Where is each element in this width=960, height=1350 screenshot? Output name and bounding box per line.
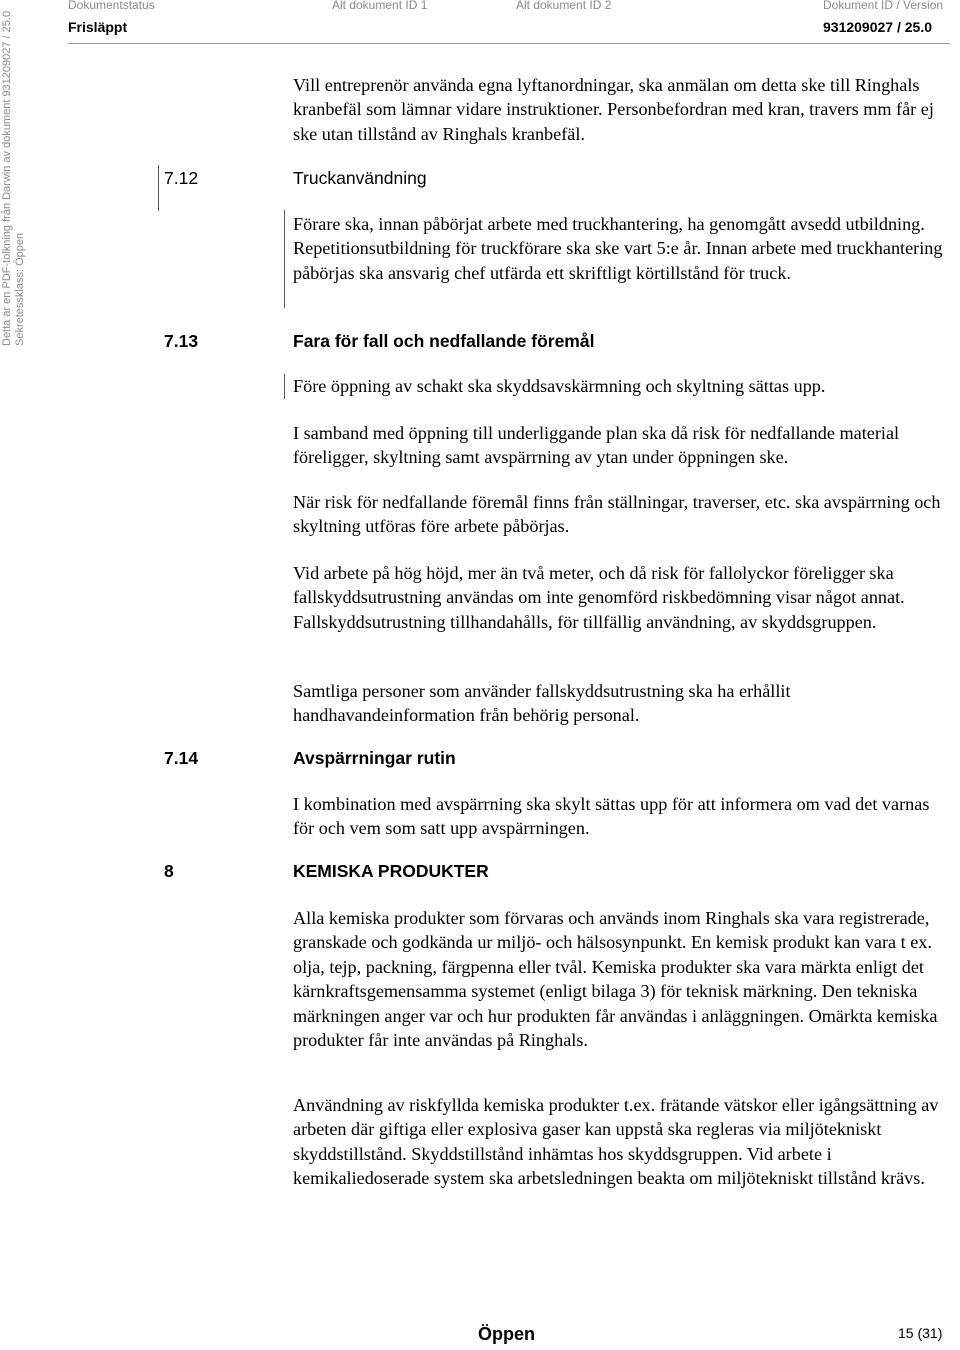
section-title-avsparrningar: Avspärrningar rutin <box>293 748 456 768</box>
section-number-7-14: 7.14 <box>164 748 199 768</box>
sidebar-pdf-note: Detta är en PDF-tolkning från Darwin av dokument 931209027 / 25.0 <box>1 10 13 346</box>
header-divider <box>68 43 950 44</box>
sidebar-classification: Sekretessklass: Öppen <box>14 232 26 346</box>
doc-status-label: Dokumentstatus <box>68 0 155 12</box>
section-title-fara-for-fall: Fara för fall och nedfallande föremål <box>293 331 595 351</box>
s713-paragraph-5: Samtliga personer som använder fallskyddsutrustning ska ha erhållit handhavandeinformation från behörig personal. <box>293 681 791 726</box>
section-title-truckanvandning: Truckanvändning <box>293 168 427 188</box>
change-bar <box>284 210 285 308</box>
s713-paragraph-1: Före öppning av schakt ska skyddsavskärmning och skyltning sättas upp. <box>293 376 826 396</box>
doc-id-value: 931209027 / 25.0 <box>823 19 932 35</box>
s714-paragraph: I kombination med avspärrning ska skylt sättas upp för att informera om vad det varnas för och vem som satt upp avspärrningen. <box>293 794 930 839</box>
page-number: 15 (31) <box>898 1325 943 1341</box>
section-number-7-12: 7.12 <box>164 168 199 188</box>
change-bar <box>158 165 159 211</box>
alt-doc-id1-label: Alt dokument ID 1 <box>332 0 428 12</box>
s712-paragraph: Förare ska, innan påbörjat arbete med truckhantering, ha genomgått avsedd utbildning. Repetitionsutbildning för truckförare ska ske vart 5:e år. Innan arbete med truckhantering påbörjas ska ansvarig chef utfärda ett skriftligt körtillstånd för truck. <box>293 214 943 283</box>
s8-paragraph-2: Användning av riskfyllda kemiska produkter t.ex. frätande vätskor eller igångsättning av arbeten där giftiga eller explosiva gaser kan uppstå ska regleras via miljötekniskt skyddstillstånd. Skyddstillstånd inhämtas hos skyddsgruppen. Vid arbete i kemikaliedoserade system ska arbetsledningen beakta om miljötekniskt tillstånd krävs. <box>293 1095 939 1189</box>
alt-doc-id2-label: Alt dokument ID 2 <box>516 0 612 12</box>
s713-paragraph-3: När risk för nedfallande föremål finns från ställningar, traverser, etc. ska avspärrning och skyltning utföras före arbete påbörjas. <box>293 492 941 537</box>
section-title-kemiska-produkter: KEMISKA PRODUKTER <box>293 861 489 881</box>
footer-classification: Öppen <box>478 1324 535 1344</box>
doc-status-value: Frisläppt <box>68 19 128 35</box>
section-number-8: 8 <box>164 861 174 881</box>
doc-id-label: Dokument ID / Version <box>823 0 944 12</box>
section-number-7-13: 7.13 <box>164 331 199 351</box>
intro-paragraph: Vill entreprenör använda egna lyftanordningar, ska anmälan om detta ske till Ringhals kranbefäl som lämnar vidare instruktioner. Personbefordran med kran, travers mm får ej ske utan tillstånd av Ringhals kranbefäl. <box>293 75 934 144</box>
s8-paragraph-1: Alla kemiska produkter som förvaras och används inom Ringhals ska vara registrerade, granskade och godkända ur miljö- och hälsosynpunkt. En kemisk produkt kan vara t ex. olja, tejp, packning, färgpenna eller tvål. Kemiska produkter ska vara märkta enligt det kärnkraftsgemensamma systemet (enligt bilaga 3) för teknisk märkning. Den tekniska märkningen anger var och hur produkten får användas i anläggningen. Omärkta kemiska produkter får inte användas på Ringhals. <box>293 908 938 1051</box>
s713-paragraph-2: I samband med öppning till underliggande plan ska då risk för nedfallande material föreligger, skyltning samt avspärrning av ytan under öppningen ske. <box>293 423 900 468</box>
s713-paragraph-4: Vid arbete på hög höjd, mer än två meter, och då risk för fallolyckor föreligger ska fallskyddsutrustning användas om inte genomförd riskbedömning visar något annat. Fallskyddsutrustning tillhandahålls, för tillfällig användning, av skyddsgruppen. <box>293 563 905 632</box>
change-bar <box>284 374 285 399</box>
